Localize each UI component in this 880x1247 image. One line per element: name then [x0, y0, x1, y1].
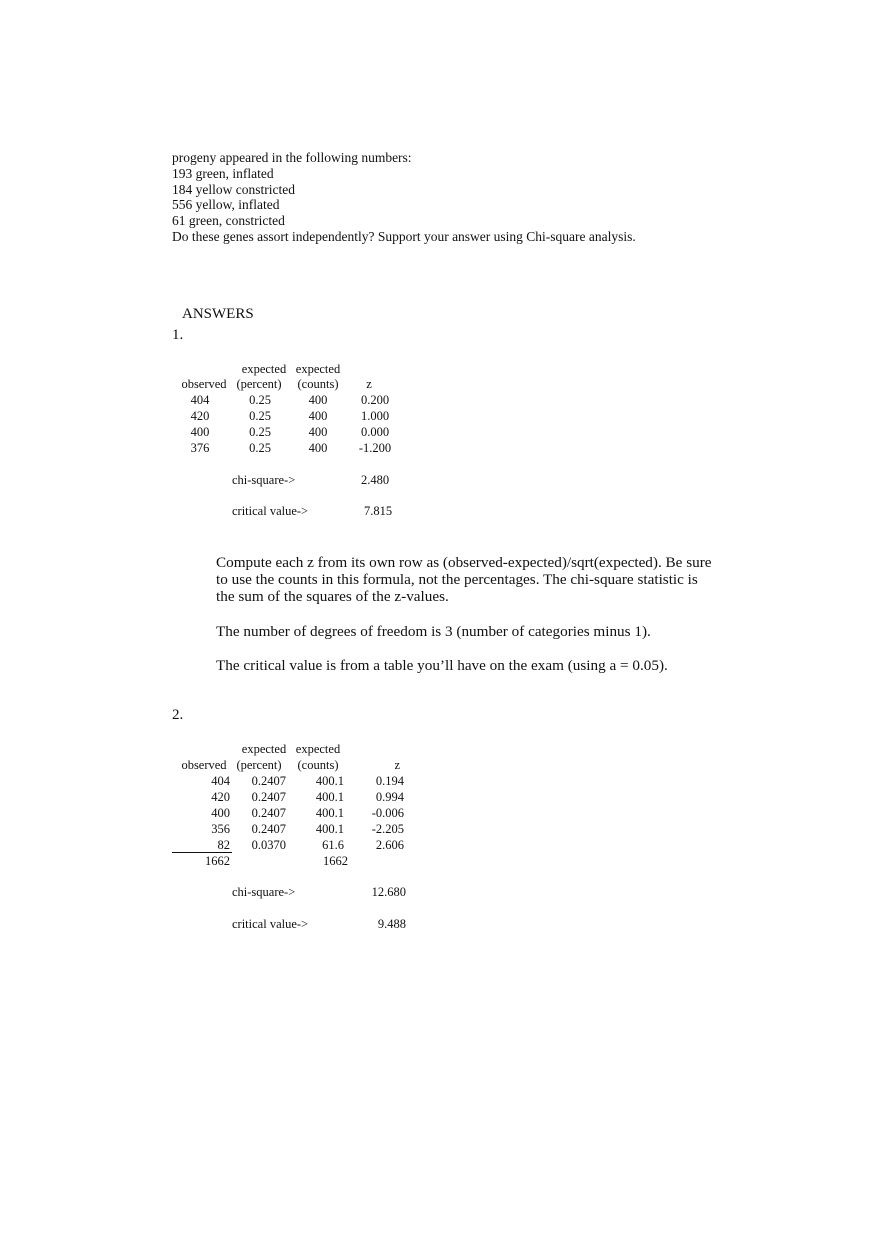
- header-expected-percent: expected: [241, 742, 287, 756]
- cell-counts: 400: [308, 409, 328, 423]
- header-observed: observed: [181, 758, 227, 772]
- cell-observed: 356: [211, 822, 230, 836]
- cell-z: -0.006: [371, 806, 404, 820]
- chi-square-label: chi-square->: [232, 885, 296, 899]
- header-z: z: [366, 377, 372, 391]
- critical-value-label: critical value->: [232, 917, 309, 931]
- header-observed: observed: [181, 377, 227, 391]
- cell-percent: 0.2407: [251, 774, 286, 788]
- problem-line: 556 yellow, inflated: [172, 197, 280, 213]
- cell-observed: 376: [190, 441, 210, 455]
- critical-value: 7.815: [363, 504, 393, 518]
- answer-number-2: 2.: [172, 707, 184, 723]
- cell-observed: 420: [211, 790, 230, 804]
- cell-z: 0.200: [360, 393, 390, 407]
- cell-z: -2.205: [371, 822, 404, 836]
- cell-percent: 0.2407: [251, 822, 286, 836]
- total-counts: 1662: [323, 854, 348, 868]
- sum-underline: [172, 852, 232, 853]
- cell-percent: 0.25: [249, 393, 271, 407]
- cell-z: 1.000: [360, 409, 390, 423]
- cell-counts: 400.1: [315, 774, 344, 788]
- answer-number-1: 1.: [172, 327, 184, 343]
- cell-percent: 0.25: [249, 441, 271, 455]
- problem-line: 184 yellow constricted: [172, 181, 295, 197]
- cell-counts: 400: [308, 393, 328, 407]
- header-expected-counts: expected: [295, 362, 341, 376]
- cell-counts: 400.1: [315, 790, 344, 804]
- cell-observed: 420: [190, 409, 210, 423]
- problem-text: [172, 150, 812, 245]
- cell-counts: 400: [308, 441, 328, 455]
- cell-observed: 400: [211, 806, 230, 820]
- explanation-paragraph: Compute each z from its own row as (observed-expected)/sqrt(expected). Be sure to use the counts in this formula, not the percentages. The chi-square statistic is the sum of the squares of the z-values.: [216, 554, 712, 605]
- problem-question: Do these genes assort independently? Support your answer using Chi-square analysis.: [172, 228, 636, 244]
- cell-percent: 0.25: [249, 425, 271, 439]
- header-counts: (counts): [297, 758, 339, 772]
- cell-percent: 0.0370: [251, 838, 286, 852]
- total-observed: 1662: [205, 854, 230, 868]
- cell-percent: 0.2407: [251, 806, 286, 820]
- problem-line: progeny appeared in the following numbers:: [172, 150, 412, 165]
- cell-observed: 400: [190, 425, 210, 439]
- cell-z: 0.194: [375, 774, 404, 788]
- answers-heading: ANSWERS: [182, 306, 254, 322]
- cell-percent: 0.2407: [251, 790, 286, 804]
- header-percent: (percent): [236, 377, 282, 391]
- problem-line: 193 green, inflated: [172, 165, 274, 181]
- cell-observed: 404: [190, 393, 210, 407]
- chi-square-value: 2.480: [360, 473, 390, 487]
- chi-square-value: 12.680: [371, 885, 406, 899]
- header-expected-counts: expected: [295, 742, 341, 756]
- header-expected-percent: expected: [241, 362, 287, 376]
- chi-square-label: chi-square->: [232, 473, 296, 487]
- header-percent: (percent): [236, 758, 282, 772]
- cell-counts: 400.1: [315, 822, 344, 836]
- cell-observed: 404: [211, 774, 230, 788]
- critical-value: 9.488: [377, 917, 406, 931]
- cell-counts: 61.6: [322, 838, 344, 852]
- cell-counts: 400.1: [315, 806, 344, 820]
- cell-z: 2.606: [375, 838, 404, 852]
- cell-observed: 82: [217, 838, 230, 852]
- degrees-of-freedom-note: The number of degrees of freedom is 3 (number of categories minus 1).: [216, 623, 651, 640]
- cell-z: 0.000: [360, 425, 390, 439]
- cell-z: 0.994: [375, 790, 404, 804]
- header-z: z: [394, 758, 400, 772]
- cell-z: -1.200: [358, 441, 392, 455]
- problem-line: 61 green, constricted: [172, 213, 285, 229]
- critical-value-note: The critical value is from a table you’ll have on the exam (using a = 0.05).: [216, 657, 668, 674]
- header-counts: (counts): [297, 377, 339, 391]
- cell-percent: 0.25: [249, 409, 271, 423]
- cell-counts: 400: [308, 425, 328, 439]
- critical-value-label: critical value->: [232, 504, 309, 518]
